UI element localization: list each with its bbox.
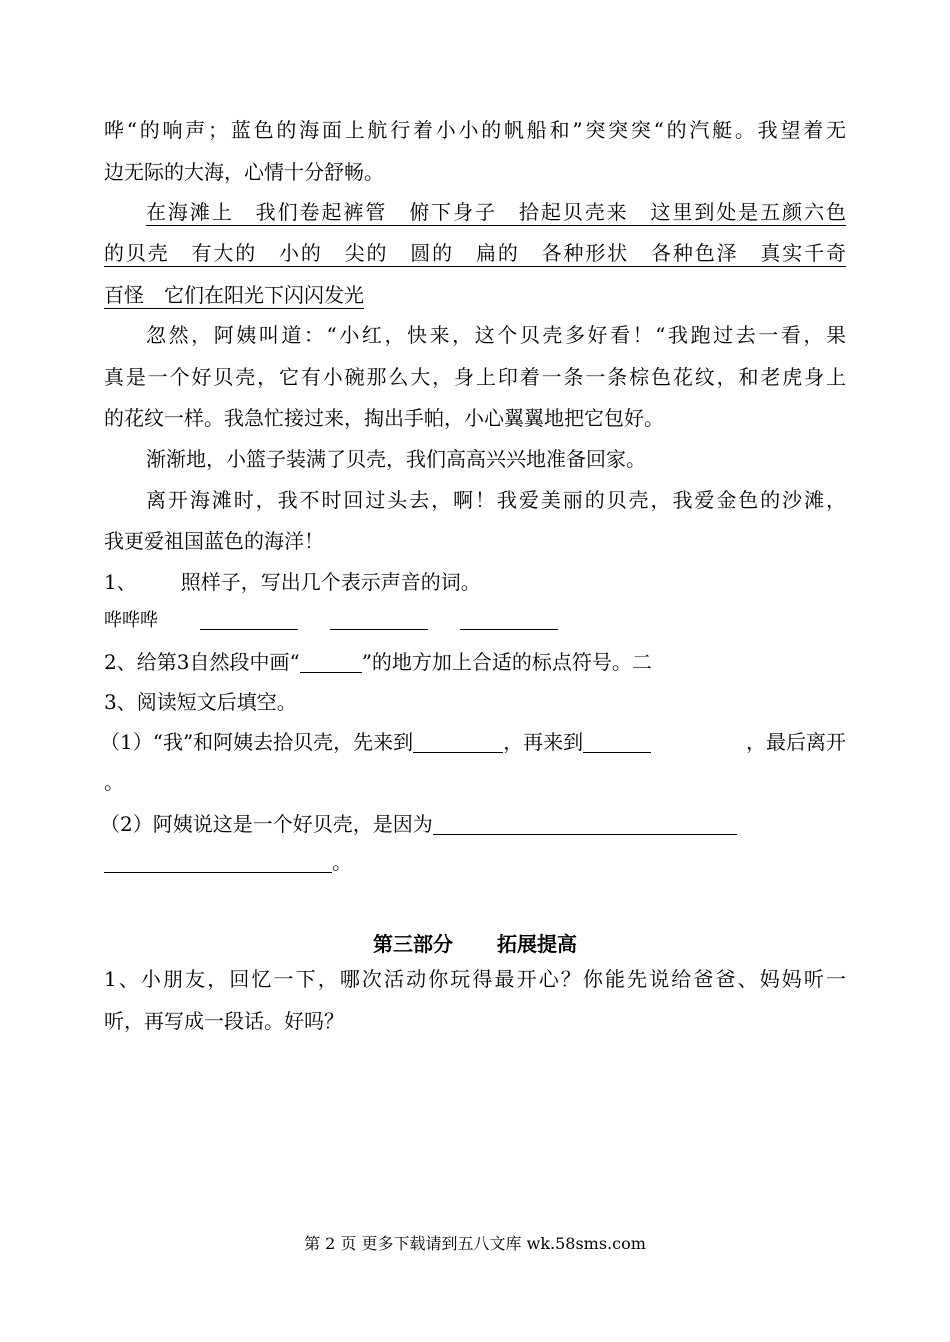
question-1 — [104, 570, 846, 594]
answer-blank[interactable] — [583, 732, 651, 753]
section-part-label: 第三部分 — [373, 932, 453, 956]
question-text: ，最后离开 — [746, 730, 846, 754]
question-text: 。 — [332, 850, 352, 874]
answer-blank[interactable] — [460, 609, 558, 630]
question-number: 1、 — [104, 570, 137, 594]
section-question: 1、小朋友，回忆一下，哪次活动你玩得最开心？你能先说给爸爸、妈妈听一 — [104, 967, 846, 991]
example-word: 哗哗哗 — [104, 610, 158, 631]
underline-sample — [300, 652, 362, 673]
question-3: 3、阅读短文后填空。 — [104, 690, 297, 714]
question-text: 2、给第3自然段中画“ — [104, 650, 300, 674]
answer-blank[interactable] — [433, 814, 737, 835]
answer-blank[interactable] — [413, 732, 503, 753]
question-3-1-end: 。 — [104, 770, 124, 794]
question-text: ，再来到 — [503, 730, 584, 754]
passage-line: 离开海滩时，我不时回过头去，啊！我爱美丽的贝壳，我爱金色的沙滩， — [146, 488, 846, 512]
question-3-1 — [100, 730, 846, 754]
passage-line: 真是一个好贝壳，它有小碗那么大，身上印着一条一条棕色花纹，和老虎身上 — [104, 365, 846, 389]
question-text: （1）“我”和阿姨去拾贝壳，先来到 — [100, 730, 414, 754]
answer-blank[interactable] — [200, 609, 298, 630]
passage-line: 忽然，阿姨叫道：“小红，快来，这个贝壳多好看！“我跑过去一看，果 — [146, 323, 846, 347]
passage-line: 边无际的大海，心情十分舒畅。 — [104, 160, 384, 184]
passage-line: 哗“的响声；蓝色的海面上航行着小小的帆船和”突突突“的汽艇。我望着无 — [104, 118, 846, 142]
section-heading — [0, 928, 950, 957]
answer-blank[interactable] — [330, 609, 428, 630]
question-text: （2）阿姨说这是一个好贝壳，是因为 — [100, 812, 433, 836]
page-footer: 第 2 页 更多下载请到五八文库 wk.58sms.com — [304, 1234, 646, 1253]
passage-line: 我更爱祖国蓝色的海洋！ — [104, 529, 324, 553]
question-3-2 — [100, 812, 842, 836]
underlined-passage-line: 的贝壳 有大的 小的 尖的 圆的 扁的 各种形状 各种色泽 真实千奇 — [104, 241, 846, 265]
question-1-answers — [104, 609, 846, 633]
underline-gap — [364, 283, 388, 307]
passage-line: 渐渐地，小篮子装满了贝壳，我们高高兴兴地准备回家。 — [146, 447, 646, 471]
section-question: 听，再写成一段话。好吗？ — [104, 1009, 344, 1033]
passage-line: 的花纹一样。我急忙接过来，掏出手帕，小心翼翼地把它包好。 — [104, 406, 664, 430]
section-title: 拓展提高 — [497, 932, 577, 956]
underlined-passage-line — [104, 283, 846, 307]
question-text: 照样子，写出几个表示声音的词。 — [180, 570, 481, 594]
question-2 — [104, 650, 846, 674]
underlined-passage-line: 在海滩上 我们卷起裤管 俯下身子 拾起贝壳来 这里到处是五颜六色 — [146, 200, 846, 224]
question-3-2-cont — [104, 850, 846, 874]
answer-blank[interactable] — [104, 852, 332, 873]
underlined-text: 百怪 它们在阳光下闪闪发光 — [104, 283, 364, 307]
question-text: ”的地方加上合适的标点符号。二 — [361, 650, 652, 674]
